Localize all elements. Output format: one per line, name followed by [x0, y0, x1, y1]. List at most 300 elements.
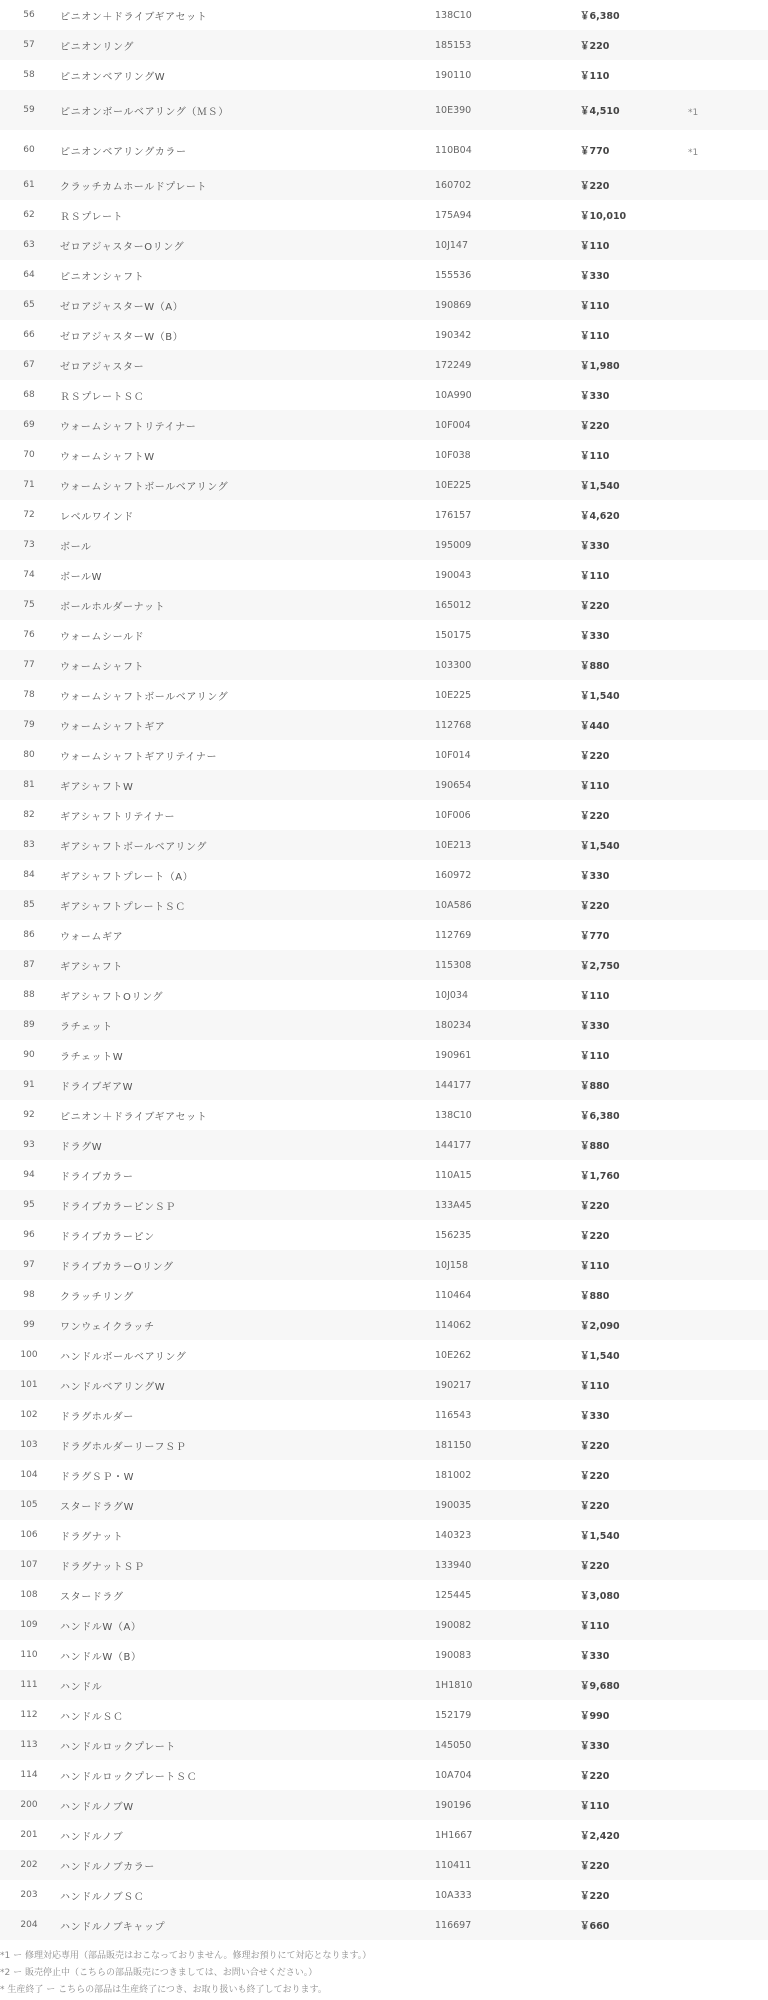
- part-code: 160702: [435, 179, 472, 191]
- part-note: [675, 1220, 768, 1250]
- part-number: 78: [23, 690, 35, 700]
- part-note: [675, 800, 768, 830]
- part-name: ドラグナットＳＰ: [60, 1561, 145, 1573]
- part-price: ￥110: [580, 71, 610, 82]
- part-price: ￥220: [580, 811, 610, 822]
- part-number: 56: [23, 10, 35, 20]
- part-code: 103300: [435, 659, 472, 671]
- part-price: ￥6,380: [580, 1111, 620, 1122]
- part-price: ￥220: [580, 1441, 610, 1452]
- part-name: ラチェット: [60, 1021, 113, 1033]
- part-name: ピニオン＋ドライブギアセット: [60, 1111, 208, 1123]
- part-number: 111: [20, 1680, 38, 1690]
- part-code: 190110: [435, 69, 472, 81]
- part-number: 114: [20, 1770, 38, 1780]
- part-price: ￥220: [580, 901, 610, 912]
- table-row: [0, 440, 768, 470]
- part-note: [675, 1550, 768, 1580]
- part-name: ピニオンボールベアリング（ＭＳ）: [60, 106, 229, 118]
- part-number: 79: [23, 720, 35, 730]
- part-note: [675, 620, 768, 650]
- part-number: 65: [23, 300, 35, 310]
- part-name: ハンドルノブカラー: [60, 1861, 155, 1873]
- part-price: ￥330: [580, 1021, 610, 1032]
- part-price: ￥110: [580, 1051, 610, 1062]
- footnote-3: * 生産終了 ー こちらの部品は生産終了につき、お取り扱いも終了しております。: [0, 1985, 327, 1995]
- table-row: [0, 130, 768, 170]
- part-note: [675, 740, 768, 770]
- part-number: 100: [20, 1350, 38, 1360]
- part-number: 76: [23, 630, 35, 640]
- part-price: ￥1,540: [580, 841, 620, 852]
- part-code: 110464: [435, 1289, 472, 1301]
- part-number: 200: [20, 1800, 38, 1810]
- part-price: ￥110: [580, 241, 610, 252]
- table-row: [0, 530, 768, 560]
- part-name: ピニオンシャフト: [60, 271, 145, 283]
- part-number: 106: [20, 1530, 38, 1540]
- part-note: [675, 1670, 768, 1700]
- part-number: 87: [23, 960, 35, 970]
- table-row: [0, 1580, 768, 1610]
- table-row: [0, 1010, 768, 1040]
- part-note: [675, 1070, 768, 1100]
- part-code: 181150: [435, 1439, 472, 1451]
- part-name: ドラグナット: [60, 1531, 124, 1543]
- part-name: ボール: [60, 541, 92, 553]
- part-number: 105: [20, 1500, 38, 1510]
- table-row: [0, 500, 768, 530]
- part-code: 140323: [435, 1529, 472, 1541]
- part-price: ￥220: [580, 1501, 610, 1512]
- part-note: [675, 950, 768, 980]
- part-note: [675, 680, 768, 710]
- part-number: 202: [20, 1860, 38, 1870]
- part-number: 203: [20, 1890, 38, 1900]
- part-name: ハンドルロックプレートＳＣ: [60, 1771, 198, 1783]
- part-price: ￥6,380: [580, 11, 620, 22]
- footnotes: [0, 1940, 768, 1999]
- table-row: [0, 950, 768, 980]
- part-note: [675, 260, 768, 290]
- part-price: ￥1,540: [580, 1351, 620, 1362]
- part-code: 133940: [435, 1559, 472, 1571]
- table-row: [0, 860, 768, 890]
- table-row: [0, 230, 768, 260]
- part-number: 75: [23, 600, 35, 610]
- part-number: 107: [20, 1560, 38, 1570]
- table-row: [0, 1670, 768, 1700]
- part-code: 10E262: [435, 1349, 472, 1361]
- part-code: 144177: [435, 1079, 472, 1091]
- table-row: [0, 740, 768, 770]
- part-number: 113: [20, 1740, 38, 1750]
- part-note: [675, 1910, 768, 1940]
- part-name: ギアシャフトOリング: [60, 991, 164, 1003]
- part-note: *1: [688, 148, 699, 158]
- table-row: [0, 1040, 768, 1070]
- part-note: [675, 380, 768, 410]
- part-code: 10E225: [435, 479, 472, 491]
- table-row: [0, 470, 768, 500]
- part-name: ゼロアジャスターOリング: [60, 241, 185, 253]
- part-price: ￥4,510: [580, 106, 620, 117]
- part-code: 190035: [435, 1499, 472, 1511]
- part-price: ￥330: [580, 541, 610, 552]
- part-note: *1: [688, 108, 699, 118]
- part-name: ギアシャフトリテイナー: [60, 811, 176, 823]
- part-name: ハンドルノブW: [60, 1801, 134, 1813]
- part-number: 62: [23, 210, 35, 220]
- part-number: 88: [23, 990, 35, 1000]
- table-row: [0, 710, 768, 740]
- part-code: 114062: [435, 1319, 472, 1331]
- part-number: 95: [23, 1200, 35, 1210]
- part-code: 160972: [435, 869, 472, 881]
- table-row: [0, 890, 768, 920]
- part-code: 180234: [435, 1019, 472, 1031]
- part-note: [675, 1850, 768, 1880]
- table-row: [0, 770, 768, 800]
- table-row: [0, 1370, 768, 1400]
- part-price: ￥770: [580, 931, 610, 942]
- part-price: ￥110: [580, 1381, 610, 1392]
- part-code: 115308: [435, 959, 472, 971]
- table-row: [0, 1340, 768, 1370]
- part-number: 61: [23, 180, 35, 190]
- part-number: 90: [23, 1050, 35, 1060]
- table-row: [0, 1820, 768, 1850]
- part-name: ドライブギアW: [60, 1081, 134, 1093]
- part-name: ドラグW: [60, 1141, 103, 1153]
- part-price: ￥2,420: [580, 1831, 620, 1842]
- part-note: [675, 1580, 768, 1610]
- part-name: スタードラグW: [60, 1501, 135, 1513]
- part-name: ドライブカラーピン: [60, 1231, 155, 1243]
- table-row: [0, 1430, 768, 1460]
- part-note: [675, 1730, 768, 1760]
- part-code: 150175: [435, 629, 472, 641]
- table-row: [0, 980, 768, 1010]
- part-code: 181002: [435, 1469, 472, 1481]
- table-row: [0, 830, 768, 860]
- part-code: 185153: [435, 39, 472, 51]
- part-code: 138C10: [435, 9, 472, 21]
- part-name: ウォームシャフトボールベアリング: [60, 691, 229, 703]
- part-price: ￥110: [580, 781, 610, 792]
- part-note: [675, 0, 768, 30]
- part-name: ハンドルボールベアリング: [60, 1351, 187, 1363]
- part-name: クラッチカムホールドプレート: [60, 181, 208, 193]
- part-code: 10F004: [435, 419, 471, 431]
- part-note: [675, 1100, 768, 1130]
- part-code: 190043: [435, 569, 472, 581]
- part-number: 93: [23, 1140, 35, 1150]
- table-row: [0, 380, 768, 410]
- part-price: ￥4,620: [580, 511, 620, 522]
- part-price: ￥220: [580, 1471, 610, 1482]
- part-code: 138C10: [435, 1109, 472, 1121]
- table-row: [0, 1700, 768, 1730]
- part-name: ピニオンリング: [60, 41, 134, 53]
- part-note: [675, 1340, 768, 1370]
- table-row: [0, 1250, 768, 1280]
- part-note: [675, 470, 768, 500]
- part-number: 70: [23, 450, 35, 460]
- part-code: 10A704: [435, 1769, 472, 1781]
- part-name: ウォームシャフトギア: [60, 721, 166, 733]
- part-code: 10F006: [435, 809, 471, 821]
- table-row: [0, 1100, 768, 1130]
- part-code: 176157: [435, 509, 472, 521]
- part-code: 155536: [435, 269, 472, 281]
- part-number: 57: [23, 40, 35, 50]
- part-code: 190961: [435, 1049, 472, 1061]
- part-note: [675, 500, 768, 530]
- part-name: ピニオン＋ドライブギアセット: [60, 11, 208, 23]
- part-number: 201: [20, 1830, 38, 1840]
- part-number: 102: [20, 1410, 38, 1420]
- part-note: [675, 1700, 768, 1730]
- part-price: ￥330: [580, 1741, 610, 1752]
- table-row: [0, 1220, 768, 1250]
- part-note: [675, 830, 768, 860]
- part-note: [675, 1460, 768, 1490]
- part-code: 156235: [435, 1229, 472, 1241]
- part-price: ￥220: [580, 1231, 610, 1242]
- part-number: 86: [23, 930, 35, 940]
- table-row: [0, 1790, 768, 1820]
- table-row: [0, 1190, 768, 1220]
- part-price: ￥220: [580, 1891, 610, 1902]
- part-number: 59: [23, 105, 35, 115]
- part-price: ￥990: [580, 1711, 610, 1722]
- part-code: 10F038: [435, 449, 471, 461]
- part-code: 10E390: [435, 104, 472, 116]
- part-number: 72: [23, 510, 35, 520]
- table-row: [0, 1850, 768, 1880]
- part-price: ￥110: [580, 1801, 610, 1812]
- part-price: ￥2,750: [580, 961, 620, 972]
- table-row: [0, 290, 768, 320]
- part-number: 96: [23, 1230, 35, 1240]
- table-row: [0, 1910, 768, 1940]
- part-price: ￥440: [580, 721, 610, 732]
- part-number: 112: [20, 1710, 38, 1720]
- part-price: ￥880: [580, 1081, 610, 1092]
- part-price: ￥1,760: [580, 1171, 620, 1182]
- part-name: ギアシャフト: [60, 961, 123, 973]
- part-note: [675, 1430, 768, 1460]
- part-note: [675, 710, 768, 740]
- part-number: 91: [23, 1080, 35, 1090]
- part-note: [675, 1190, 768, 1220]
- part-note: [675, 890, 768, 920]
- part-code: 116543: [435, 1409, 472, 1421]
- table-row: [0, 410, 768, 440]
- part-number: 97: [23, 1260, 35, 1270]
- part-note: [675, 980, 768, 1010]
- part-price: ￥220: [580, 41, 610, 52]
- part-code: 125445: [435, 1589, 472, 1601]
- part-number: 99: [23, 1320, 35, 1330]
- part-price: ￥1,540: [580, 691, 620, 702]
- part-name: ドラグホルダー: [60, 1411, 134, 1423]
- part-number: 73: [23, 540, 35, 550]
- part-number: 92: [23, 1110, 35, 1120]
- part-note: [675, 590, 768, 620]
- part-code: 10J147: [435, 239, 469, 251]
- part-code: 10J034: [435, 989, 469, 1001]
- part-code: 112768: [435, 719, 472, 731]
- part-note: [675, 1790, 768, 1820]
- part-name: ピニオンベアリングカラー: [60, 146, 187, 158]
- part-number: 108: [20, 1590, 38, 1600]
- part-name: ボールホルダーナット: [60, 601, 166, 613]
- part-number: 66: [23, 330, 35, 340]
- part-code: 110B04: [435, 144, 472, 156]
- part-note: [675, 1310, 768, 1340]
- part-code: 112769: [435, 929, 472, 941]
- part-code: 190196: [435, 1799, 472, 1811]
- table-row: [0, 800, 768, 830]
- part-price: ￥220: [580, 421, 610, 432]
- table-row: [0, 1460, 768, 1490]
- part-code: 172249: [435, 359, 472, 371]
- table-row: [0, 320, 768, 350]
- part-name: ドライブカラーピンＳＰ: [60, 1201, 176, 1213]
- part-name: ゼロアジャスター: [60, 361, 145, 373]
- part-price: ￥330: [580, 271, 610, 282]
- table-row: [0, 1070, 768, 1100]
- part-note: [675, 1820, 768, 1850]
- part-price: ￥10,010: [580, 211, 627, 222]
- part-price: ￥110: [580, 571, 610, 582]
- part-note: [675, 410, 768, 440]
- part-number: 101: [20, 1380, 38, 1390]
- part-number: 63: [23, 240, 35, 250]
- part-name: レベルワインド: [60, 511, 134, 523]
- part-note: [675, 320, 768, 350]
- part-name: ドライブカラー: [60, 1171, 134, 1183]
- table-row: [0, 620, 768, 650]
- part-note: [675, 560, 768, 590]
- part-price: ￥220: [580, 751, 610, 762]
- part-number: 83: [23, 840, 35, 850]
- part-price: ￥220: [580, 601, 610, 612]
- part-note: [675, 650, 768, 680]
- table-row: [0, 1280, 768, 1310]
- part-note: [675, 1490, 768, 1520]
- table-row: [0, 90, 768, 130]
- part-name: ドラグＳＰ・W: [60, 1471, 135, 1483]
- part-name: ウォームシャフトリテイナー: [60, 421, 197, 433]
- part-name: ドライブカラーOリング: [60, 1261, 174, 1273]
- part-price: ￥110: [580, 1621, 610, 1632]
- part-note: [675, 30, 768, 60]
- part-name: ＲＳプレートＳＣ: [60, 391, 145, 403]
- part-price: ￥110: [580, 301, 610, 312]
- table-row: [0, 1310, 768, 1340]
- part-price: ￥110: [580, 1261, 610, 1272]
- part-price: ￥110: [580, 451, 610, 462]
- part-name: ゼロアジャスターW（A）: [60, 301, 184, 313]
- table-row: [0, 170, 768, 200]
- part-price: ￥220: [580, 1771, 610, 1782]
- table-row: [0, 1490, 768, 1520]
- part-number: 204: [20, 1920, 38, 1930]
- part-note: [675, 60, 768, 90]
- part-code: 10J158: [435, 1259, 469, 1271]
- part-name: ハンドルノブＳＣ: [60, 1891, 145, 1903]
- part-code: 10E225: [435, 689, 472, 701]
- part-note: [675, 860, 768, 890]
- table-row: [0, 1160, 768, 1190]
- part-number: 82: [23, 810, 35, 820]
- part-code: 144177: [435, 1139, 472, 1151]
- part-price: ￥2,090: [580, 1321, 620, 1332]
- part-price: ￥1,540: [580, 1531, 620, 1542]
- part-name: ＲＳプレート: [60, 211, 124, 223]
- part-code: 190654: [435, 779, 472, 791]
- part-code: 190083: [435, 1649, 472, 1661]
- table-row: [0, 650, 768, 680]
- part-name: ギアシャフトプレートＳＣ: [60, 901, 186, 913]
- table-row: [0, 590, 768, 620]
- part-number: 110: [20, 1650, 38, 1660]
- part-name: ギアシャフトボールベアリング: [60, 841, 207, 853]
- part-price: ￥330: [580, 871, 610, 882]
- part-number: 68: [23, 390, 35, 400]
- part-code: 110A15: [435, 1169, 472, 1181]
- part-note: [675, 1400, 768, 1430]
- table-row: [0, 1880, 768, 1910]
- part-code: 116697: [435, 1919, 472, 1931]
- part-number: 94: [23, 1170, 35, 1180]
- part-name: ハンドルノブキャップ: [60, 1921, 166, 1933]
- part-name: ウォームシャフトボールベアリング: [60, 481, 229, 493]
- part-name: ゼロアジャスターW（B）: [60, 331, 184, 343]
- part-note: [675, 440, 768, 470]
- part-number: 64: [23, 270, 35, 280]
- table-row: [0, 1760, 768, 1790]
- part-code: 190342: [435, 329, 472, 341]
- part-code: 190869: [435, 299, 472, 311]
- part-code: 133A45: [435, 1199, 472, 1211]
- part-code: 10A586: [435, 899, 472, 911]
- part-number: 98: [23, 1290, 35, 1300]
- table-row: [0, 680, 768, 710]
- part-note: [675, 1760, 768, 1790]
- part-name: ハンドルW（A）: [60, 1621, 142, 1633]
- part-note: [675, 770, 768, 800]
- part-name: ドラグホルダーリーフＳＰ: [60, 1441, 187, 1453]
- table-row: [0, 1610, 768, 1640]
- part-note: [675, 230, 768, 260]
- part-price: ￥1,980: [580, 361, 620, 372]
- part-price: ￥880: [580, 1141, 610, 1152]
- part-code: 1H1810: [435, 1679, 473, 1691]
- part-price: ￥330: [580, 631, 610, 642]
- part-price: ￥220: [580, 1201, 610, 1212]
- part-name: ハンドルノブ: [60, 1831, 124, 1843]
- part-note: [675, 530, 768, 560]
- part-note: [675, 170, 768, 200]
- part-number: 103: [20, 1440, 38, 1450]
- part-code: 10E213: [435, 839, 472, 851]
- part-price: ￥330: [580, 391, 610, 402]
- table-row: [0, 920, 768, 950]
